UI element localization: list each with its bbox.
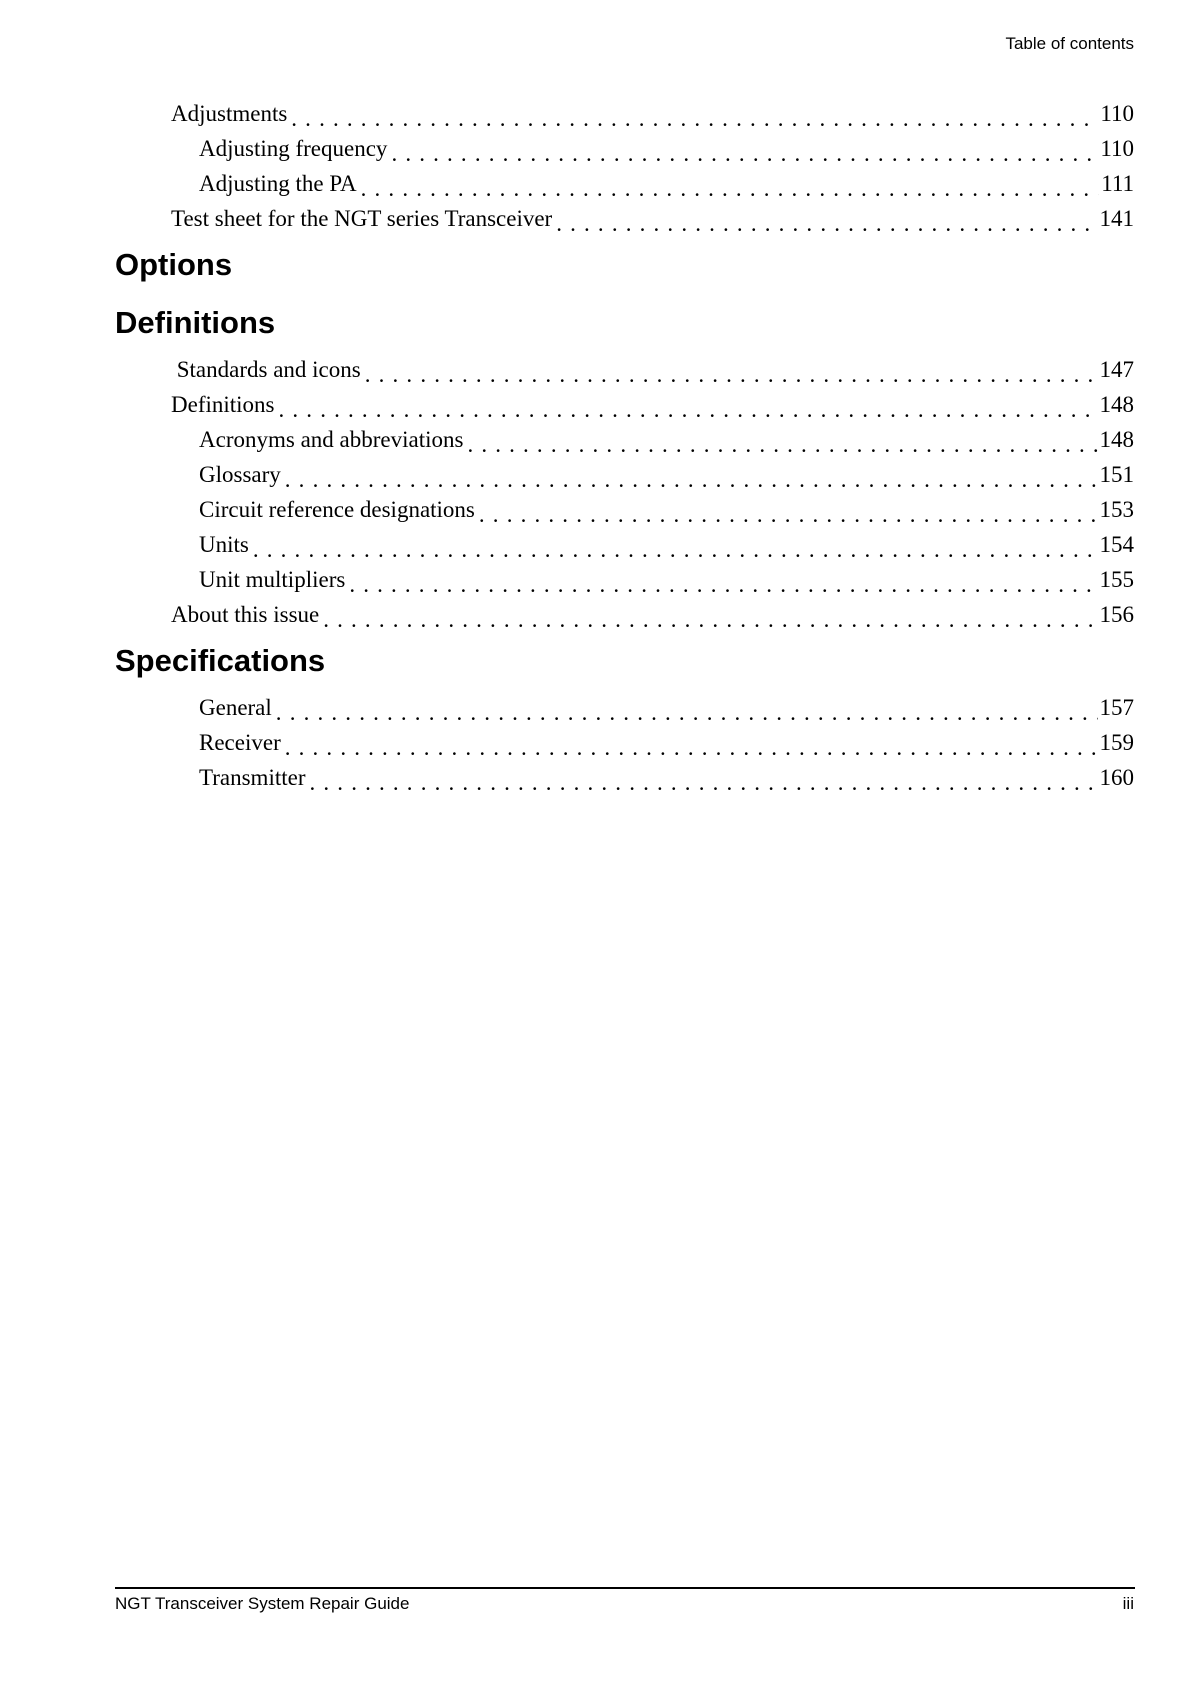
toc-entry-title: Receiver . . . — [199, 730, 285, 755]
toc-entry-title: General . . . — [199, 695, 276, 720]
toc-entry-title: Circuit reference designations . . . — [199, 497, 479, 522]
toc-entry-page: 148 — [1098, 422, 1135, 457]
footer-page-number: iii — [1122, 1594, 1134, 1613]
toc-entry-adjustments[interactable] — [171, 96, 1134, 131]
toc-entry-title: Unit multipliers . . . — [199, 567, 349, 592]
toc-entry-about-this-issue[interactable] — [171, 597, 1134, 632]
toc-entry-units[interactable] — [199, 527, 1134, 562]
toc-entry-page: 156 — [1098, 597, 1135, 632]
toc-entry-page: 147 — [1098, 352, 1135, 387]
toc-entry-title: Test sheet for the NGT series Transceiver . . . — [171, 206, 556, 231]
section-heading-specifications[interactable]: Specifications — [115, 643, 326, 678]
footer-document-title: NGT Transceiver System Repair Guide — [115, 1594, 410, 1613]
toc-entry-unit-multipliers[interactable] — [199, 562, 1134, 597]
toc-entry-transmitter[interactable] — [199, 760, 1134, 795]
toc-entry-title: Adjusting the PA . . . — [199, 171, 361, 196]
toc-entry-title: Adjusting frequency . . . — [199, 136, 391, 161]
toc-entry-general[interactable] — [199, 690, 1134, 725]
table-of-contents — [115, 96, 1134, 795]
toc-entry-page: 110 — [1098, 131, 1134, 166]
toc-entry-page: 155 — [1098, 562, 1135, 597]
toc-entry-page: 148 — [1098, 387, 1135, 422]
toc-entry-title: Adjustments . . . — [171, 101, 291, 126]
section-heading-options[interactable]: Options — [115, 247, 233, 282]
toc-entry-circuit-reference-designations[interactable] — [199, 492, 1134, 527]
section-heading-definitions[interactable]: Definitions — [115, 305, 276, 340]
toc-entry-title: About this issue . . . — [171, 602, 323, 627]
toc-entry-test-sheet[interactable] — [171, 201, 1134, 236]
toc-entry-title: Standards and icons . . . — [171, 357, 365, 382]
toc-entry-page: 159 — [1098, 725, 1135, 760]
toc-entry-page: 151 — [1098, 457, 1135, 492]
toc-entry-page: 153 — [1098, 492, 1135, 527]
toc-entry-standards-and-icons[interactable] — [171, 352, 1134, 387]
toc-entry-definitions[interactable] — [171, 387, 1134, 422]
running-header: Table of contents — [1005, 34, 1134, 53]
toc-entry-title: Transmitter . . . — [199, 765, 310, 790]
toc-entry-title: Units . . . — [199, 532, 253, 557]
toc-entry-page: 141 — [1098, 201, 1135, 236]
toc-entry-acronyms[interactable] — [199, 422, 1134, 457]
toc-entry-page: 154 — [1098, 527, 1135, 562]
toc-entry-title: Glossary . . . — [199, 462, 285, 487]
toc-entry-page: 160 — [1098, 760, 1135, 795]
toc-entry-page: 157 — [1098, 690, 1135, 725]
toc-entry-title: Definitions . . . — [171, 392, 279, 417]
toc-entry-title: Acronyms and abbreviations . . . — [199, 427, 467, 452]
toc-entry-glossary[interactable] — [199, 457, 1134, 492]
toc-entry-page: 110 — [1098, 96, 1134, 131]
footer-divider — [115, 1587, 1135, 1589]
toc-entry-adjusting-frequency[interactable] — [199, 131, 1134, 166]
toc-entry-page: 111 — [1099, 166, 1134, 201]
toc-entry-receiver[interactable] — [199, 725, 1134, 760]
toc-entry-adjusting-the-pa[interactable] — [199, 166, 1134, 201]
